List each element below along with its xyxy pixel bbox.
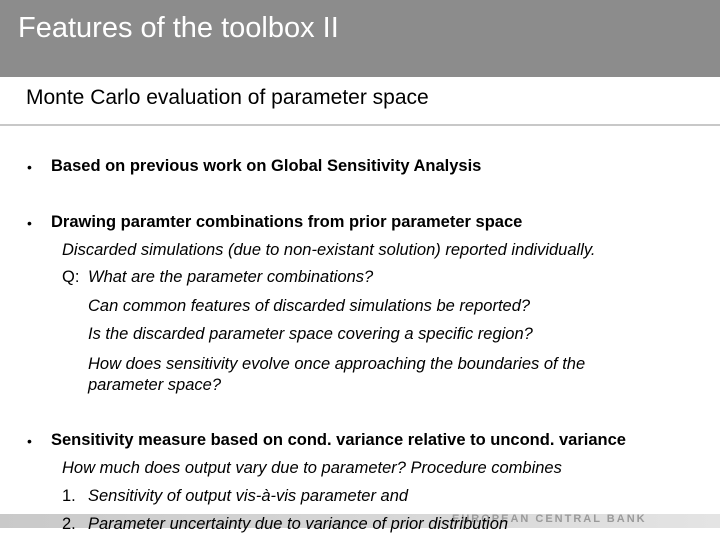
slide-subtitle: Monte Carlo evaluation of parameter space <box>26 86 429 109</box>
title-bar <box>0 0 720 77</box>
discarded-simulations-note: Discarded simulations (due to non-existant solution) reported individually. <box>62 241 596 259</box>
bullet-heading-drawing-combinations: Drawing paramter combinations from prior parameter space <box>51 213 523 231</box>
bullet-marker: • <box>27 215 32 231</box>
list-number-1: 1. <box>62 487 76 505</box>
bullet-marker: • <box>27 433 32 449</box>
list-number-2: 2. <box>62 515 76 533</box>
slide-title: Features of the toolbox II <box>18 12 339 44</box>
question-specific-region: Is the discarded parameter space covering a specific region? <box>88 325 533 343</box>
question-parameter-combinations: What are the parameter combinations? <box>88 268 374 286</box>
list-item-parameter-uncertainty: Parameter uncertainty due to variance of prior distribution <box>88 515 509 533</box>
question-common-features: Can common features of discarded simulations be reported? <box>88 297 531 315</box>
bullet-marker: • <box>27 159 32 175</box>
bullet-heading-sensitivity-measure: Sensitivity measure based on cond. variance relative to uncond. variance <box>51 431 626 449</box>
bullet-heading-global-sensitivity: Based on previous work on Global Sensitivity Analysis <box>51 157 482 175</box>
subtitle-divider <box>0 124 720 126</box>
ecb-logo-text: EUROPEAN CENTRAL BANK <box>452 513 647 525</box>
procedure-intro: How much does output vary due to parameter? Procedure combines <box>62 459 562 477</box>
question-sensitivity-boundaries: How does sensitivity evolve once approaching the boundaries of the parameter space? <box>88 355 586 394</box>
list-item-sensitivity-output: Sensitivity of output vis-à-vis parameter and <box>88 487 409 505</box>
question-label: Q: <box>62 268 80 286</box>
